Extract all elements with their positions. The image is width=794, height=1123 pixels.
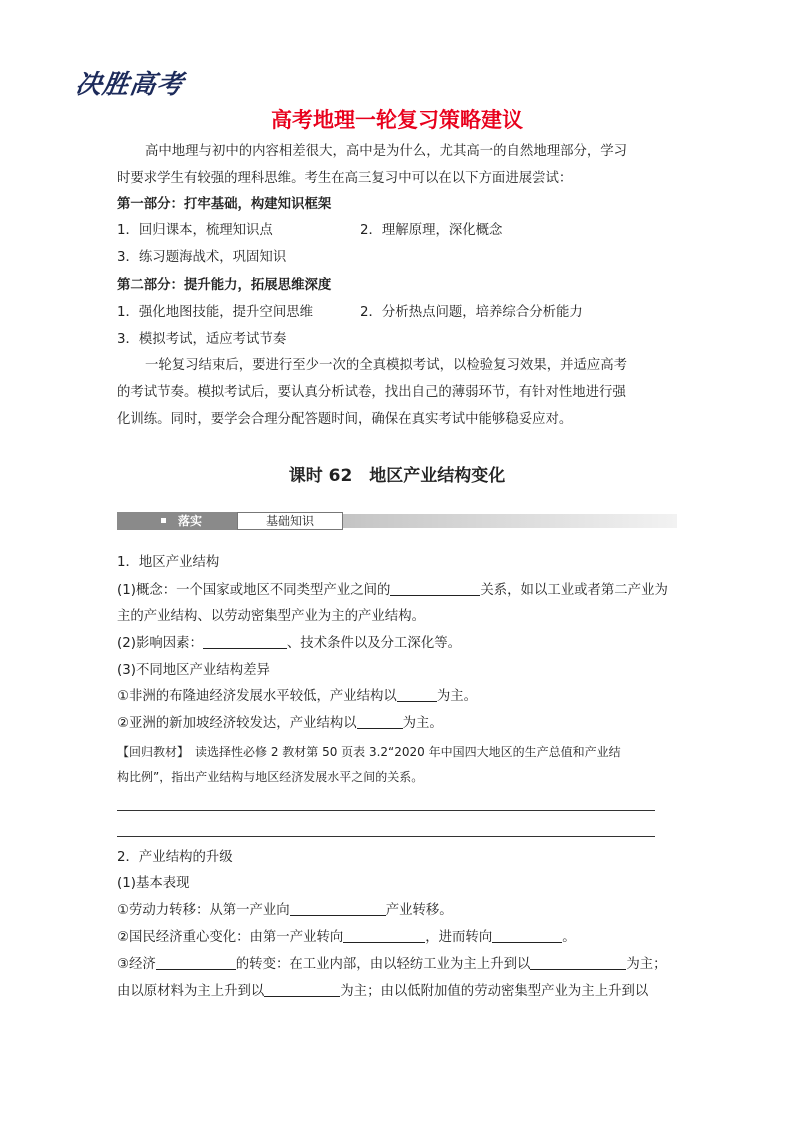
center-text-c: 。 xyxy=(562,930,576,945)
banner-tab: 基础知识 xyxy=(237,512,343,530)
fill-blank xyxy=(530,955,626,970)
fill-blank xyxy=(264,982,340,997)
part1-heading: 第一部分：打牢基础，构建知识框架 xyxy=(117,197,332,212)
labor-text-b: 产业转移。 xyxy=(385,903,453,918)
banner-label: 落实 xyxy=(178,514,203,528)
concept-line-1 xyxy=(117,581,668,601)
answer-line-2 xyxy=(117,836,655,837)
labor-line xyxy=(117,901,453,921)
logo-text: 决胜高考 xyxy=(73,70,186,100)
fill-blank xyxy=(397,687,437,702)
econ-text-a: ③经济 xyxy=(117,957,156,972)
fill-blank xyxy=(343,928,425,943)
fill-blank xyxy=(390,581,480,596)
asia-text-b: 为主。 xyxy=(402,716,443,731)
section1-heading: 1．地区产业结构 xyxy=(117,555,220,570)
part2-item-2: 2．分析热点问题，培养综合分析能力 xyxy=(360,305,583,320)
part1-item-3: 3．练习题海战术，巩固知识 xyxy=(117,250,287,265)
section2-heading: 2．产业结构的升级 xyxy=(117,850,233,865)
econ-text-e: 为主；由以低附加值的劳动密集型产业为主上升到以 xyxy=(340,984,649,999)
econ-line-2 xyxy=(117,982,648,1002)
concept-line-2: 主的产业结构、以劳动密集型产业为主的产业结构。 xyxy=(117,609,425,624)
econ-text-d: 由以原材料为主上升到以 xyxy=(117,984,265,999)
center-text-b: ，进而转向 xyxy=(425,930,493,945)
square-bullet-icon xyxy=(161,518,166,523)
africa-text-a: ①非洲的布隆迪经济发展水平较低，产业结构以 xyxy=(117,689,397,704)
page-title: 高考地理一轮复习策略建议 xyxy=(271,108,523,132)
textbook-line-1: 【回归教材】 读选择性必修 2 教材第 50 页表 3.2“2020 年中国四大地区的生产总值和产业结 xyxy=(117,745,621,759)
part1-item-1: 1．回归课本，梳理知识点 xyxy=(117,223,273,238)
econ-text-b: 的转变：在工业内部，由以轻纺工业为主上升到以 xyxy=(235,957,531,972)
para2-line-1: 一轮复习结束后，要进行至少一次的全真模拟考试，以检验复习效果，并适应高考 xyxy=(145,358,628,373)
center-text-a: ②国民经济重心变化：由第一产业转向 xyxy=(117,930,344,945)
part2-heading: 第二部分：提升能力，拓展思维深度 xyxy=(117,278,332,293)
factors-text-b: 、技术条件以及分工深化等。 xyxy=(286,636,461,651)
asia-line xyxy=(117,714,443,734)
fill-blank xyxy=(156,955,236,970)
intro-line-1: 高中地理与初中的内容相差很大，高中是为什么，尤其高一的自然地理部分，学习 xyxy=(145,144,628,159)
para2-line-2: 的考试节奏。模拟考试后，要认真分析试卷，找出自己的薄弱环节，有针对性地进行强 xyxy=(117,385,626,400)
factors-text-a: (2)影响因素： xyxy=(117,636,203,651)
para2-line-3: 化训练。同时，要学会合理分配答题时间，确保在真实考试中能够稳妥应对。 xyxy=(117,412,573,427)
concept-text-a: (1)概念：一个国家或地区不同类型产业之间的 xyxy=(117,583,391,598)
answer-line-1 xyxy=(117,810,655,811)
concept-text-b: 关系，如以工业或者第二产业为 xyxy=(480,583,668,598)
econ-text-c: 为主； xyxy=(626,957,667,972)
section-banner xyxy=(117,512,677,530)
intro-line-2: 时要求学生有较强的理科思维。考生在高三复习中可以在以下方面进展尝试： xyxy=(117,171,573,186)
fill-blank xyxy=(290,901,386,916)
part2-item-1: 1．强化地图技能，提升空间思维 xyxy=(117,305,313,320)
part1-item-2: 2．理解原理，深化概念 xyxy=(360,223,503,238)
asia-text-a: ②亚洲的新加坡经济较发达，产业结构以 xyxy=(117,716,357,731)
fill-blank xyxy=(203,634,287,649)
fill-blank xyxy=(357,714,403,729)
lesson-title: 课时 62 地区产业结构变化 xyxy=(288,466,506,486)
econ-line-1 xyxy=(117,955,667,975)
part2-item-3: 3．模拟考试，适应考试节奏 xyxy=(117,332,287,347)
center-line xyxy=(117,928,576,948)
africa-line xyxy=(117,687,477,707)
africa-text-b: 为主。 xyxy=(436,689,477,704)
labor-text-a: ①劳动力转移：从第一产业向 xyxy=(117,903,290,918)
fill-blank xyxy=(492,928,562,943)
textbook-line-2: 构比例”，指出产业结构与地区经济发展水平之间的关系。 xyxy=(117,770,424,784)
diff-heading: (3)不同地区产业结构差异 xyxy=(117,663,270,678)
factors-line xyxy=(117,634,461,654)
banner-label-block xyxy=(117,512,237,530)
basic-heading: (1)基本表现 xyxy=(117,876,190,891)
